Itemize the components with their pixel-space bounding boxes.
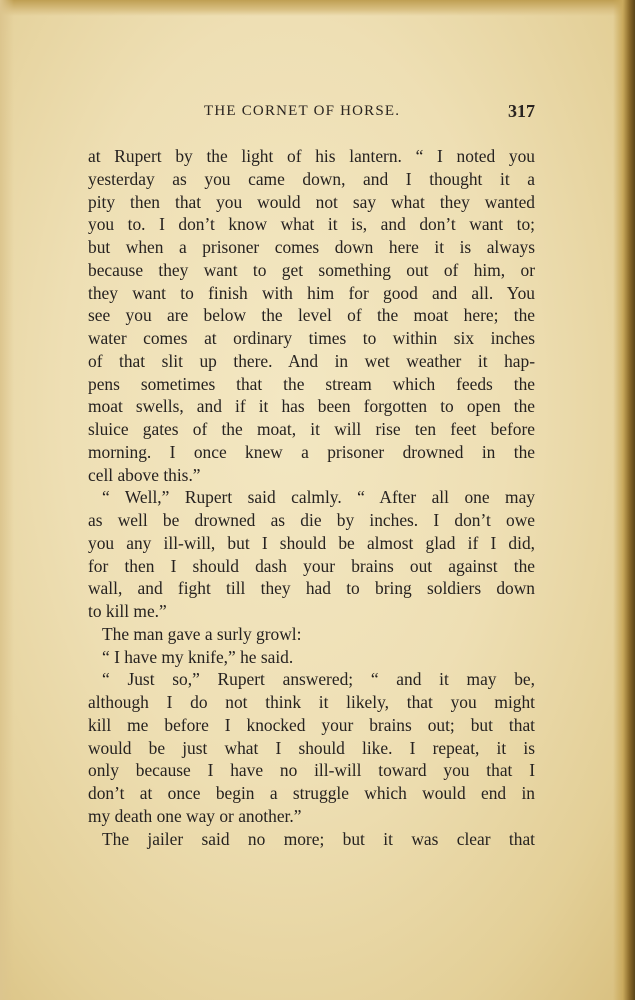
text-line: cell above this.” <box>88 464 201 485</box>
text-line: for then I should dash your brains out against the <box>88 555 535 576</box>
text-line: “ I have my knife,” he said. <box>102 646 294 667</box>
text-line: they want to finish with him for good and all. You <box>88 282 535 303</box>
text-line: to kill me.” <box>88 601 167 621</box>
text-line: “ Just so,” Rupert answered; “ and it may be, <box>102 669 535 690</box>
page-right-edge-binding <box>613 0 635 1000</box>
text-line: “ Well,” Rupert said calmly. “ After all one may <box>102 487 535 508</box>
text-line: of that slit up there. And in wet weather it hap- <box>88 350 535 371</box>
text-line: because they want to get something out of him, or <box>88 259 535 280</box>
text-line: as well be drowned as die by inches. I don’t owe <box>88 510 535 530</box>
text-line: at Rupert by the light of his lantern. “ I noted you <box>88 146 535 166</box>
text-line: you any ill-will, but I should be almost glad if I did, <box>88 532 535 553</box>
text-line: although I do not think it likely, that you might <box>88 692 535 712</box>
running-head-title: THE CORNET OF HORSE. <box>204 103 401 119</box>
text-line: moat swells, and if it has been forgotten to open the <box>88 396 535 417</box>
text-line: water comes at ordinary times to within six inches <box>88 328 535 348</box>
page-number: 317 <box>508 101 535 121</box>
page-top-edge-shadow <box>0 0 635 16</box>
text-line: wall, and fight till they had to bring soldiers down <box>88 578 535 599</box>
text-line: morning. I once knew a prisoner drowned in the <box>88 441 535 462</box>
text-line: kill me before I knocked your brains out; but that <box>88 714 535 735</box>
text-line: only because I have no ill-will toward you that I <box>88 760 535 781</box>
text-line: my death one way or another.” <box>88 805 302 826</box>
body-text <box>88 145 535 850</box>
text-line: sluice gates of the moat, it will rise ten feet before <box>88 419 535 439</box>
text-line: yesterday as you came down, and I thought it a <box>88 168 535 189</box>
text-line: but when a prisoner comes down here it is always <box>88 237 535 257</box>
text-line: see you are below the level of the moat here; the <box>88 305 535 326</box>
text-line: pens sometimes that the stream which feeds the <box>88 373 535 394</box>
running-head <box>88 103 535 129</box>
text-line: pity then that you would not say what they wanted <box>88 191 535 212</box>
text-line: would be just what I should like. I repeat, it is <box>88 737 535 758</box>
text-line: The jailer said no more; but it was clear that <box>102 828 535 849</box>
text-line: The man gave a surly growl: <box>102 623 302 644</box>
text-line: you to. I don’t know what it is, and don’t want to; <box>88 214 535 235</box>
page-left-edge <box>0 0 14 1000</box>
text-line: don’t at once begin a struggle which would end in <box>88 783 535 803</box>
